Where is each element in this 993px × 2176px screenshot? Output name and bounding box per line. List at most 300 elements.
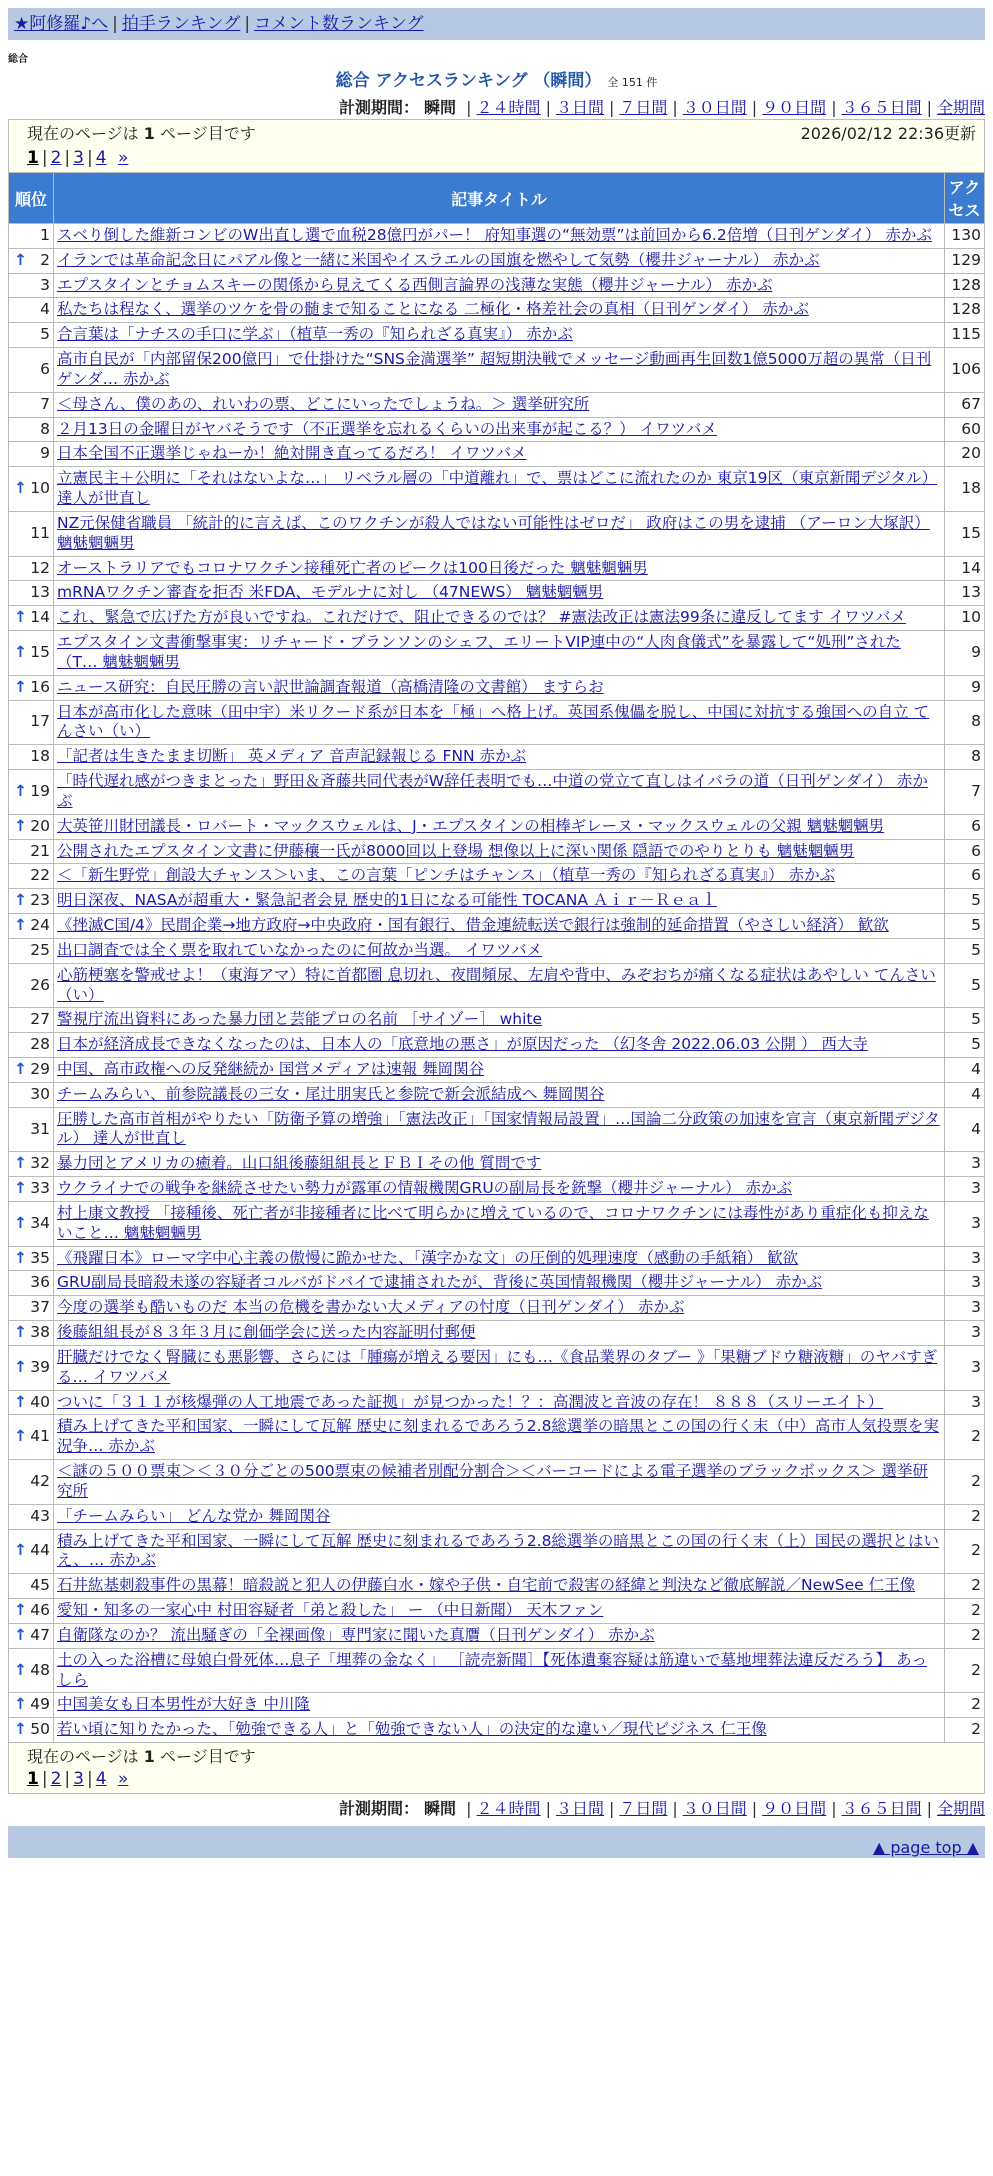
title-cell [54, 1390, 945, 1415]
article-title-link[interactable]: 《挫滅C国/4》民間企業→地方政府→中央政府・国有銀行、借金連続転送で銀行は強制的延命措置（やさしい経済） 歓欲 [57, 916, 889, 935]
table-row [9, 938, 985, 963]
article-title-link[interactable]: 《飛躍日本》ローマ字中心主義の傲慢に跪かせた、「漢字かな文」の圧倒的処理速度（感動の手紙箱） 歓欲 [57, 1248, 799, 1267]
nav-separator: | [112, 14, 118, 34]
access-count: 18 [945, 467, 985, 512]
title-cell [54, 323, 945, 348]
rank-cell [9, 770, 54, 815]
table-row [9, 1574, 985, 1599]
article-title-link[interactable]: これ、緊急で広げた方が良いですね。これだけで、阻止できるのでは？ #憲法改正は憲法99条に違反してます イワツバメ [57, 608, 906, 627]
period-separator: | [545, 1799, 551, 1818]
rank-number: 42 [30, 1471, 50, 1490]
access-count: 6 [945, 839, 985, 864]
period-separator: | [751, 1799, 758, 1818]
nav-separator: | [244, 14, 251, 34]
access-count: 13 [945, 581, 985, 606]
table-row [9, 417, 985, 442]
rank-number: 5 [40, 325, 50, 344]
period-separator: | [672, 98, 678, 117]
rank-cell [9, 224, 54, 249]
table-row [9, 700, 985, 745]
period-link[interactable]: 全期間 [936, 1799, 985, 1818]
period-link[interactable]: ７日間 [619, 1799, 668, 1818]
title-cell [54, 1321, 945, 1346]
rank-up-arrow-icon: ↑ [14, 479, 27, 498]
rank-cell [9, 323, 54, 348]
pager-separator: | [41, 148, 48, 168]
rank-number: 36 [30, 1273, 50, 1292]
title-cell [54, 1152, 945, 1177]
table-row [9, 1529, 985, 1574]
article-title-link[interactable]: 「時代遅れ感がつきまとった」野田＆斉藤共同代表がW辞任表明でも…中道の党立て直しはイバラの道（日刊ゲンダイ） 赤かぶ [57, 772, 928, 810]
page-link-2[interactable]: 2 [50, 1769, 62, 1789]
rank-cell [9, 631, 54, 676]
title-cell [54, 581, 945, 606]
table-row [9, 1648, 985, 1693]
pager-separator: | [64, 148, 71, 168]
period-separator: | [751, 98, 758, 117]
rank-number: 6 [40, 360, 50, 379]
period-separator: | [608, 1799, 615, 1818]
table-header-row [9, 173, 985, 224]
title-cell [54, 1008, 945, 1033]
access-count: 5 [945, 938, 985, 963]
title-cell [54, 1574, 945, 1599]
nav-comment-ranking-link[interactable]: コメント数ランキング [254, 14, 424, 34]
access-count: 8 [945, 700, 985, 745]
article-title-link[interactable]: ２月13日の金曜日がヤバそうです（不正選挙を忘れるくらいの出来事が起こる？） イワツバメ [57, 419, 717, 438]
rank-up-arrow-icon: ↑ [14, 781, 27, 800]
rank-number: 48 [30, 1660, 50, 1679]
table-row [9, 224, 985, 249]
rank-cell [9, 298, 54, 323]
rank-cell [9, 248, 54, 273]
access-count: 3 [945, 1345, 985, 1390]
article-title-link[interactable]: ついに「３１１が核爆弾の人工地震であった証拠」が見つかった！？：高潤波と音波の存在！ ８８８（スリーエイト） [57, 1392, 884, 1411]
rank-cell [9, 1271, 54, 1296]
ranking-table [8, 172, 985, 1743]
rank-cell [9, 1529, 54, 1574]
nav-home-link[interactable]: ★阿修羅♪へ [14, 14, 109, 34]
access-count: 3 [945, 1201, 985, 1246]
rank-cell [9, 700, 54, 745]
table-row [9, 631, 985, 676]
article-title-link[interactable]: エプスタイン文書衝撃事実：リチャード・ブランソンのシェフ、エリートVIP連中の“人肉食儀式”を暴露して“処刑”された（T… 魑魅魍魎男 [57, 633, 901, 671]
rank-cell [9, 1057, 54, 1082]
rank-number: 23 [30, 891, 50, 910]
pager-separator: | [86, 1769, 93, 1789]
rank-up-arrow-icon: ↑ [14, 1427, 27, 1446]
page-info-top [8, 119, 985, 172]
page-link-2[interactable]: 2 [50, 148, 62, 168]
table-row [9, 273, 985, 298]
article-title-link[interactable]: 中国美女も日本男性が大好き 中川隆 [57, 1695, 310, 1714]
period-link[interactable]: ３６５日間 [841, 1799, 922, 1818]
title-cell [54, 1057, 945, 1082]
title-cell [54, 963, 945, 1008]
article-title-link[interactable]: NZ元保健省職員 「統計的に言えば、このワクチンが殺人ではない可能性はゼロだ」 政府はこの男を逮捕 （アーロン大塚訳） 魑魅魍魎男 [57, 513, 930, 552]
access-count: 3 [945, 1271, 985, 1296]
rank-up-arrow-icon: ↑ [14, 1392, 27, 1411]
rank-number: 38 [30, 1323, 50, 1342]
rank-cell [9, 963, 54, 1008]
access-count: 8 [945, 745, 985, 770]
nav-applause-ranking-link[interactable]: 拍手ランキング [121, 14, 241, 34]
pager-separator: | [64, 1769, 71, 1789]
article-title-link[interactable]: 暴力団とアメリカの癒着。山口組後藤組組長とＦＢＩその他 質問です [57, 1154, 542, 1173]
next-page-link[interactable]: » [117, 148, 129, 168]
table-row [9, 1271, 985, 1296]
article-title-link[interactable]: ニュース研究：自民圧勝の言い訳世論調査報道（高橋清隆の文書館） ますらお [57, 677, 604, 696]
rank-cell [9, 1574, 54, 1599]
access-count: 2 [945, 1693, 985, 1718]
period-link[interactable]: ３０日間 [682, 1799, 747, 1818]
rank-number: 20 [30, 816, 50, 835]
title-cell [54, 675, 945, 700]
rank-up-arrow-icon: ↑ [14, 1213, 27, 1232]
table-row [9, 839, 985, 864]
rank-cell [9, 1460, 54, 1505]
page-link-1[interactable]: 1 [27, 1769, 39, 1789]
table-row [9, 814, 985, 839]
access-count: 5 [945, 889, 985, 914]
access-count: 2 [945, 1529, 985, 1574]
table-row [9, 442, 985, 467]
rank-number: 13 [30, 583, 50, 602]
rank-number: 15 [30, 642, 50, 661]
period-link[interactable]: ９０日間 [762, 1799, 827, 1818]
rank-number: 49 [30, 1695, 50, 1714]
access-count: 5 [945, 1008, 985, 1033]
next-page-link[interactable]: » [117, 1769, 129, 1789]
title-cell [54, 1693, 945, 1718]
period-separator: | [926, 1799, 932, 1818]
rank-number: 31 [30, 1119, 50, 1138]
access-count: 4 [945, 1107, 985, 1152]
article-title-link[interactable]: 後藤組組長が８３年３月に創価学会に送った内容証明付郵便 [57, 1323, 476, 1342]
article-title-link[interactable]: 石井紘基刺殺事件の黒幕！暗殺説と犯人の伊藤白水・嫁や子供・自宅前で殺害の経緯と判決など徹底解説／NewSee 仁王像 [57, 1576, 916, 1595]
table-row [9, 323, 985, 348]
page-link-4[interactable]: 4 [95, 148, 107, 168]
rank-number: 47 [30, 1625, 50, 1644]
rank-number: 27 [30, 1010, 50, 1029]
rank-cell [9, 442, 54, 467]
rank-cell [9, 1345, 54, 1390]
rank-number: 18 [30, 747, 50, 766]
article-title-link[interactable]: チームみらい、前参院議長の三女・尾辻朋実氏と参院で新会派結成へ 舞岡関谷 [57, 1084, 605, 1103]
article-title-link[interactable]: 公開されたエプスタイン文書に伊藤穰一氏が8000回以上登場 想像以上に深い関係 隠語でのやりとりも 魑魅魍魎男 [57, 841, 855, 860]
rank-cell [9, 556, 54, 581]
title-cell [54, 770, 945, 815]
article-title-link[interactable]: 愛知・知多の一家心中 村田容疑者「弟と殺した」 ー （中日新聞） 天木ファン [57, 1601, 604, 1620]
access-count: 7 [945, 770, 985, 815]
period-link[interactable]: 全期間 [936, 98, 985, 117]
rank-cell [9, 938, 54, 963]
access-count: 106 [945, 348, 985, 393]
rank-number: 26 [30, 975, 50, 994]
period-link[interactable]: ３日間 [555, 1799, 604, 1818]
article-title-link[interactable]: 日本全国不正選挙じゃねーか！絶対開き直ってるだろ！ イワツバメ [57, 444, 527, 463]
article-title-link[interactable]: オーストラリアでもコロナワクチン接種死亡者のピークは100日後だった 魑魅魍魎男 [57, 558, 648, 577]
header-title: 記事タイトル [54, 173, 945, 224]
access-count: 9 [945, 631, 985, 676]
access-count: 2 [945, 1648, 985, 1693]
title-cell [54, 1529, 945, 1574]
article-title-link[interactable]: GRU副局長暗殺未遂の容疑者コルバがドバイで逮捕されたが、背後に英国情報機関（櫻井ジャーナル） 赤かぶ [57, 1273, 823, 1292]
period-link[interactable]: ２４時間 [476, 98, 541, 117]
access-count: 3 [945, 1390, 985, 1415]
table-row [9, 914, 985, 939]
rank-number: 1 [40, 226, 50, 244]
table-row [9, 889, 985, 914]
rank-cell [9, 1008, 54, 1033]
title-cell [54, 1296, 945, 1321]
period-link[interactable]: ３０日間 [682, 98, 747, 117]
access-count: 115 [945, 323, 985, 348]
rank-number: 37 [30, 1298, 50, 1317]
rank-number: 10 [30, 479, 50, 498]
article-title-link[interactable]: 出口調査では全く票を取れていなかったのに何故か当選。 イワツバメ [57, 940, 543, 959]
rank-cell [9, 1648, 54, 1693]
rank-cell [9, 1623, 54, 1648]
rank-number: 12 [30, 558, 50, 577]
rank-cell [9, 1718, 54, 1743]
updated-timestamp: 2026/02/12 22:36更新 [800, 124, 976, 143]
table-row [9, 675, 985, 700]
rank-cell [9, 1321, 54, 1346]
page-link-4[interactable]: 4 [95, 1769, 107, 1789]
rank-cell [9, 392, 54, 417]
rank-cell [9, 1152, 54, 1177]
table-row [9, 1246, 985, 1271]
article-title-link[interactable]: 大英笹川財団議長・ロバート・マックスウェルは、J・エプスタインの相棒ギレーヌ・マックスウェルの父親 魑魅魍魎男 [57, 816, 885, 835]
table-row [9, 348, 985, 393]
table-row [9, 1623, 985, 1648]
period-separator: | [608, 98, 615, 117]
rank-number: 43 [30, 1506, 50, 1525]
access-count: 5 [945, 914, 985, 939]
article-title-link[interactable]: 積み上げてきた平和国家、一瞬にして瓦解 歴史に刻まれるであろう2.8総選挙の暗黒とこの国の行く末（上）国民の選択とはいえ、… 赤かぶ [57, 1531, 939, 1570]
rank-number: 3 [40, 275, 50, 294]
title-cell [54, 298, 945, 323]
pager-separator: | [41, 1769, 48, 1789]
article-title-link[interactable]: 「記者は生きたまま切断」 英メディア 音声記録報じる FNN 赤かぶ [57, 747, 527, 766]
title-cell [54, 348, 945, 393]
table-row [9, 606, 985, 631]
rank-cell [9, 1599, 54, 1624]
table-row [9, 1033, 985, 1058]
title-cell [54, 1345, 945, 1390]
title-cell [54, 914, 945, 939]
rank-cell [9, 1107, 54, 1152]
access-count: 3 [945, 1246, 985, 1271]
page-title [8, 66, 985, 91]
title-cell [54, 814, 945, 839]
rank-up-arrow-icon: ↑ [14, 1720, 27, 1739]
access-count: 4 [945, 1082, 985, 1107]
rank-cell [9, 1415, 54, 1460]
table-row [9, 1321, 985, 1346]
rank-up-arrow-icon: ↑ [14, 1601, 27, 1620]
article-title-link[interactable]: 土の入った浴槽に母娘白骨死体…息子「埋葬の金なく」 ［読売新聞］【死体遺棄容疑は筋違いで墓地埋葬法違反だろう】 あっしら [57, 1650, 927, 1689]
rank-number: 7 [40, 394, 50, 413]
table-row [9, 1201, 985, 1246]
title-cell [54, 1718, 945, 1743]
article-title-link[interactable]: 日本が経済成長できなくなったのは、日本人の「底意地の悪さ」が原因だった （幻冬舎 2022.06.03 公開 ） 西大寺 [57, 1035, 868, 1054]
article-title-link[interactable]: 圧勝した高市首相がやりたい「防衛予算の増強」「憲法改正」「国家情報局設置」…国論二分政策の加速を宣言（東京新聞デジタル） 達人が世直し [57, 1109, 940, 1148]
rank-up-arrow-icon: ↑ [14, 250, 27, 269]
table-row [9, 1057, 985, 1082]
category-label: 総合 [8, 54, 28, 65]
table-row [9, 1008, 985, 1033]
article-title-link[interactable]: 今度の選挙も酷いものだ 本当の危機を書かない大メディアの忖度（日刊ゲンダイ） 赤かぶ [57, 1298, 685, 1317]
page-link-3[interactable]: 3 [73, 1769, 84, 1789]
rank-cell [9, 814, 54, 839]
rank-number: 44 [30, 1541, 50, 1560]
article-title-link[interactable]: ＜「新生野党」創設大チャンス＞いま、この言葉「ピンチはチャンス」（植草一秀の『知られざる真実』） 赤かぶ [57, 866, 836, 885]
period-label: 計測期間： [338, 1799, 419, 1818]
rank-cell [9, 1177, 54, 1202]
pager-spacer [110, 1769, 115, 1789]
rank-number: 16 [30, 677, 50, 696]
access-count: 6 [945, 814, 985, 839]
title-cell [54, 938, 945, 963]
rank-up-arrow-icon: ↑ [14, 1154, 27, 1173]
article-title-link[interactable]: イランでは革命記念日にパアル像と一緒に米国やイスラエルの国旗を燃やして気勢（櫻井ジャーナル） 赤かぶ [57, 250, 820, 269]
article-title-link[interactable]: 高市自民が「内部留保200億円」で仕掛けた“SNS金満選挙” 超短期決戦でメッセージ動画再生回数1億5000万超の異常（日刊ゲンダ… 赤かぶ [57, 350, 932, 388]
rank-cell [9, 348, 54, 393]
page-title-text: 総合 アクセスランキング （瞬間） [335, 71, 602, 91]
access-count: 130 [945, 224, 985, 249]
article-title-link[interactable]: 若い頃に知りたかった、「勉強できる人」と「勉強できない人」の決定的な違い／現代ビジネス 仁王像 [57, 1720, 767, 1739]
pager-spacer [110, 148, 115, 168]
period-link[interactable]: ３６５日間 [841, 98, 922, 117]
article-title-link[interactable]: 村上康文教授 「接種後、死亡者が非接種者に比べて明らかに増えているので、コロナワクチンには毒性があり重症化も抑えないこと… 魑魅魍魎男 [57, 1203, 929, 1242]
period-link[interactable]: ９０日間 [762, 98, 827, 117]
access-count: 3 [945, 1152, 985, 1177]
article-title-link[interactable]: 中国、高市政権への反発継続か 国営メディアは速報 舞岡関谷 [57, 1059, 485, 1078]
rank-number: 22 [30, 866, 50, 885]
table-row [9, 1415, 985, 1460]
access-count: 2 [945, 1718, 985, 1743]
title-cell [54, 1201, 945, 1246]
top-nav-bar [8, 8, 985, 40]
rank-number: 8 [40, 419, 50, 438]
title-cell [54, 224, 945, 249]
article-title-link[interactable]: 肝臓だけでなく腎臓にも悪影響、さらには「腫瘍が増える要因」にも…《食品業界のタブー 》「果糖ブドウ糖液糖」のヤバすぎる… イワツバメ [57, 1347, 938, 1386]
period-link[interactable]: ２４時間 [476, 1799, 541, 1818]
title-cell [54, 1504, 945, 1529]
rank-cell [9, 1033, 54, 1058]
article-title-link[interactable]: 警視庁流出資料にあった暴力団と芸能プロの名前 ［サイゾー］ white [57, 1010, 543, 1029]
rank-up-arrow-icon: ↑ [14, 891, 27, 910]
article-title-link[interactable]: ＜母さん、僕のあの、れいわの票、どこにいったでしょうね。＞ 選挙研究所 [57, 394, 590, 413]
rank-up-arrow-icon: ↑ [14, 677, 27, 696]
access-count: 3 [945, 1296, 985, 1321]
rank-number: 41 [30, 1427, 50, 1446]
period-link[interactable]: ７日間 [619, 98, 668, 117]
access-count: 2 [945, 1599, 985, 1624]
title-cell [54, 889, 945, 914]
title-cell [54, 1107, 945, 1152]
rank-up-arrow-icon: ↑ [14, 608, 27, 627]
title-cell [54, 1648, 945, 1693]
page-link-3[interactable]: 3 [73, 148, 84, 168]
access-count: 10 [945, 606, 985, 631]
rank-cell [9, 675, 54, 700]
access-count: 60 [945, 417, 985, 442]
period-label: 計測期間： [338, 98, 419, 117]
period-current: 瞬間 [424, 98, 457, 117]
access-count: 129 [945, 248, 985, 273]
article-title-link[interactable]: 明日深夜、NASAが超重大・緊急記者会見 歴史的1日になる可能性 TOCANA Ａｉｒ－Ｒｅａｌ [57, 891, 717, 910]
rank-up-arrow-icon: ↑ [14, 1695, 27, 1714]
rank-number: 30 [30, 1084, 50, 1103]
rank-number: 46 [30, 1601, 50, 1620]
pagination-bottom [27, 1769, 976, 1789]
access-count: 128 [945, 298, 985, 323]
page-top-link[interactable]: ▲ page top ▲ [872, 1838, 979, 1857]
article-title-link[interactable]: 「チームみらい」 どんな党か 舞岡関谷 [57, 1506, 331, 1525]
rank-cell [9, 1504, 54, 1529]
title-cell [54, 467, 945, 512]
article-title-link[interactable]: エプスタインとチョムスキーの関係から見えてくる西側言論界の浅薄な実態（櫻井ジャーナル） 赤かぶ [57, 275, 773, 294]
rank-cell [9, 864, 54, 889]
article-title-link[interactable]: mRNAワクチン審査を拒否 米FDA、モデルナに対し （47NEWS） 魑魅魍魎男 [57, 583, 604, 602]
access-count: 9 [945, 675, 985, 700]
current-page-text: 現在のページは 1 ページ目です [27, 124, 256, 143]
rank-number: 19 [30, 781, 50, 800]
table-row [9, 581, 985, 606]
article-title-link[interactable]: 自衛隊なのか？ 流出騒ぎの「全裸画像」専門家に聞いた真贋（日刊ゲンダイ） 赤かぶ [57, 1625, 655, 1644]
period-current: 瞬間 [424, 1799, 457, 1818]
period-separator: | [466, 1799, 472, 1818]
rank-up-arrow-icon: ↑ [14, 1625, 27, 1644]
table-row [9, 298, 985, 323]
table-row [9, 1107, 985, 1152]
rank-cell [9, 1246, 54, 1271]
rank-number: 50 [30, 1720, 50, 1739]
rank-cell [9, 1693, 54, 1718]
article-title-link[interactable]: 日本が高市化した意味（田中宇）米リクード系が日本を「極」へ格上げ。英国系傀儡を脱し、中国に対抗する強国への自立 てんさい（い） [57, 702, 930, 741]
title-cell [54, 839, 945, 864]
title-cell [54, 745, 945, 770]
article-title-link[interactable]: 心筋梗塞を警戒せよ！（東海アマ）特に首都圏 息切れ、夜間頻尿、左肩や背中、みぞおちが痛くなる症状はあやしい てんさい（い） [57, 965, 936, 1004]
page-link-1[interactable]: 1 [27, 148, 39, 168]
title-cell [54, 392, 945, 417]
access-count: 2 [945, 1415, 985, 1460]
rank-number: 21 [30, 841, 50, 860]
article-title-link[interactable]: スベり倒した維新コンビのW出直し選で血税28億円がパー！ 府知事選の“無効票”は前回から6.2倍増（日刊ゲンダイ） 赤かぶ [57, 226, 932, 244]
period-link[interactable]: ３日間 [555, 98, 604, 117]
article-title-link[interactable]: 合言葉は「ナチスの手口に学ぶ」（植草一秀の『知られざる真実』） 赤かぶ [57, 325, 573, 344]
rank-cell [9, 889, 54, 914]
pagination-top [27, 146, 976, 170]
table-row [9, 1599, 985, 1624]
article-title-link[interactable]: 私たちは程なく、選挙のツケを骨の髄まで知ることになる 二極化・格差社会の真相（日刊ゲンダイ） 赤かぶ [57, 300, 809, 319]
access-count: 20 [945, 442, 985, 467]
rank-cell [9, 914, 54, 939]
article-title-link[interactable]: ウクライナでの戦争を継続させたい勢力が露軍の情報機関GRUの副局長を銃撃（櫻井ジャーナル） 赤かぶ [57, 1179, 793, 1198]
title-cell [54, 556, 945, 581]
title-cell [54, 511, 945, 556]
article-title-link[interactable]: 積み上げてきた平和国家、一瞬にして瓦解 歴史に刻まれるであろう2.8総選挙の暗黒とこの国の行く末（中）高市人気投票を実況争… 赤かぶ [57, 1417, 939, 1456]
article-title-link[interactable]: 立憲民主＋公明に「それはないよな…」 リベラル層の「中道離れ」で、票はどこに流れたのか 東京19区（東京新聞デジタル） 達人が世直し [57, 469, 938, 508]
title-cell [54, 1460, 945, 1505]
rank-number: 32 [30, 1154, 50, 1173]
article-title-link[interactable]: ＜謎の５００票束＞＜３０分ごとの500票束の候補者別配分割合＞＜バーコードによる電子選挙のブラックボックス＞ 選挙研究所 [57, 1462, 929, 1500]
rank-cell [9, 467, 54, 512]
access-count: 15 [945, 511, 985, 556]
